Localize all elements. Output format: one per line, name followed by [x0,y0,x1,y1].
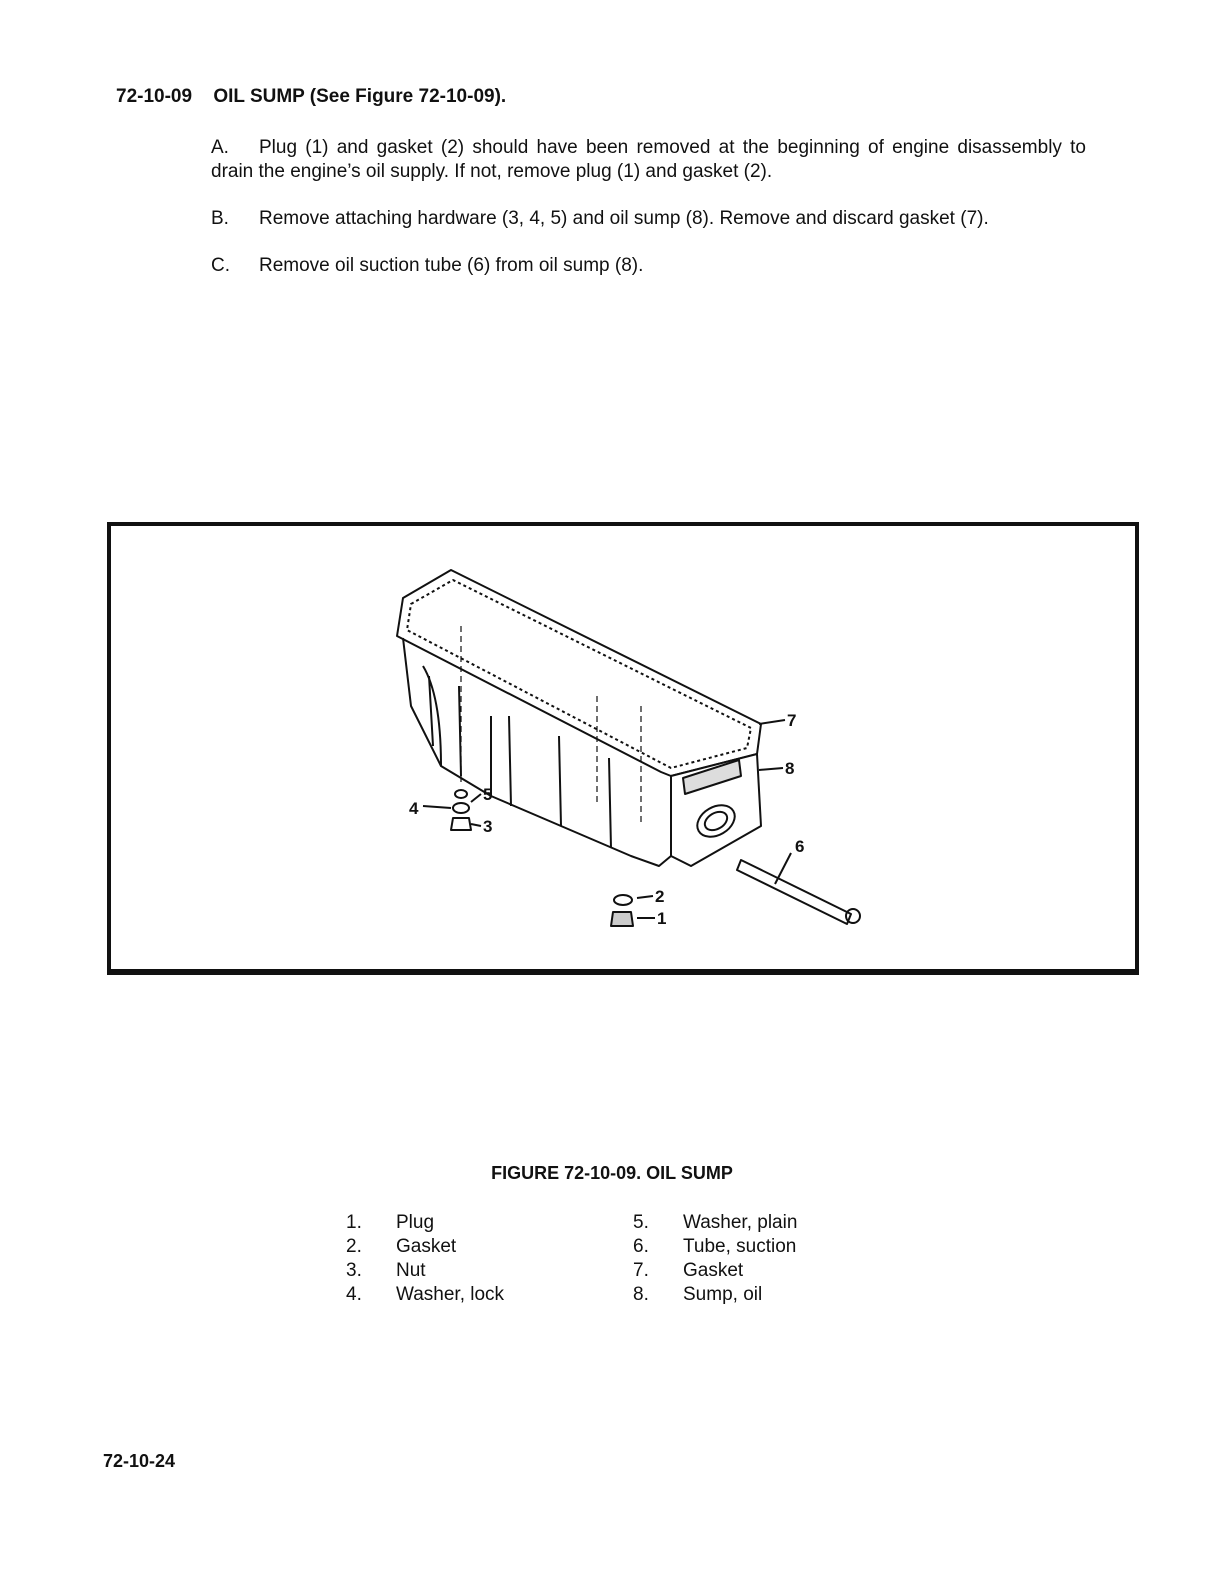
callout-3: 3 [483,817,493,836]
oil-sump-exploded-illustration [111,526,1135,969]
figure-caption: FIGURE 72-10-09. OIL SUMP [491,1163,733,1183]
legend-number: 1. [346,1212,362,1233]
legend-item [633,1259,797,1283]
legend-label: Nut [396,1260,426,1281]
callout-6: 6 [795,837,805,856]
callout-2: 2 [655,887,665,906]
step-text: Plug (1) and gasket (2) should have been removed at the beginning of engine disassembly to drain the engine’s oil supply. If not, remove plug (1) and gasket (2). [211,137,1086,182]
legend-item [346,1235,504,1259]
legend-label: Tube, suction [683,1236,797,1257]
section-heading [116,86,506,108]
legend-number: 7. [633,1260,649,1281]
step-text: Remove attaching hardware (3, 4, 5) and oil sump (8). Remove and discard gasket (7). [259,208,989,229]
suction-tube [737,860,851,924]
step-letter: A. [211,137,229,158]
legend-number: 5. [633,1212,649,1233]
callout-8: 8 [785,759,795,778]
figure-frame [107,522,1139,975]
legend-label: Sump, oil [683,1284,763,1305]
legend-item [346,1211,504,1235]
legend-label: Gasket [683,1260,744,1281]
legend-label: Washer, lock [396,1284,505,1305]
gasket-outline [397,570,761,776]
legend-left-column [346,1211,504,1307]
legend-label: Plug [396,1212,435,1233]
callout-1: 1 [657,909,667,928]
legend-item [346,1283,504,1307]
legend-number: 8. [633,1284,649,1305]
legend-number: 4. [346,1284,362,1305]
legend-item [633,1283,797,1307]
section-number: 72-10-09 [116,86,193,107]
legend-right-column [633,1211,797,1307]
legend-item [346,1259,504,1283]
legend-item [633,1235,797,1259]
page-number: 72-10-24 [103,1451,176,1471]
step-c [211,254,1086,278]
legend-number: 2. [346,1236,362,1257]
step-letter: B. [211,208,229,229]
step-letter: C. [211,255,230,276]
callout-5: 5 [483,785,493,804]
legend-number: 3. [346,1260,362,1281]
callout-7: 7 [787,711,797,730]
callout-4: 4 [409,799,419,818]
legend-label: Gasket [396,1236,457,1257]
step-text: Remove oil suction tube (6) from oil sump (8). [259,255,644,276]
legend-label: Washer, plain [683,1212,798,1233]
legend-item [633,1211,797,1235]
step-b [211,207,1086,231]
legend-number: 6. [633,1236,649,1257]
section-title: OIL SUMP (See Figure 72-10-09). [213,86,507,107]
step-a [211,136,1086,184]
